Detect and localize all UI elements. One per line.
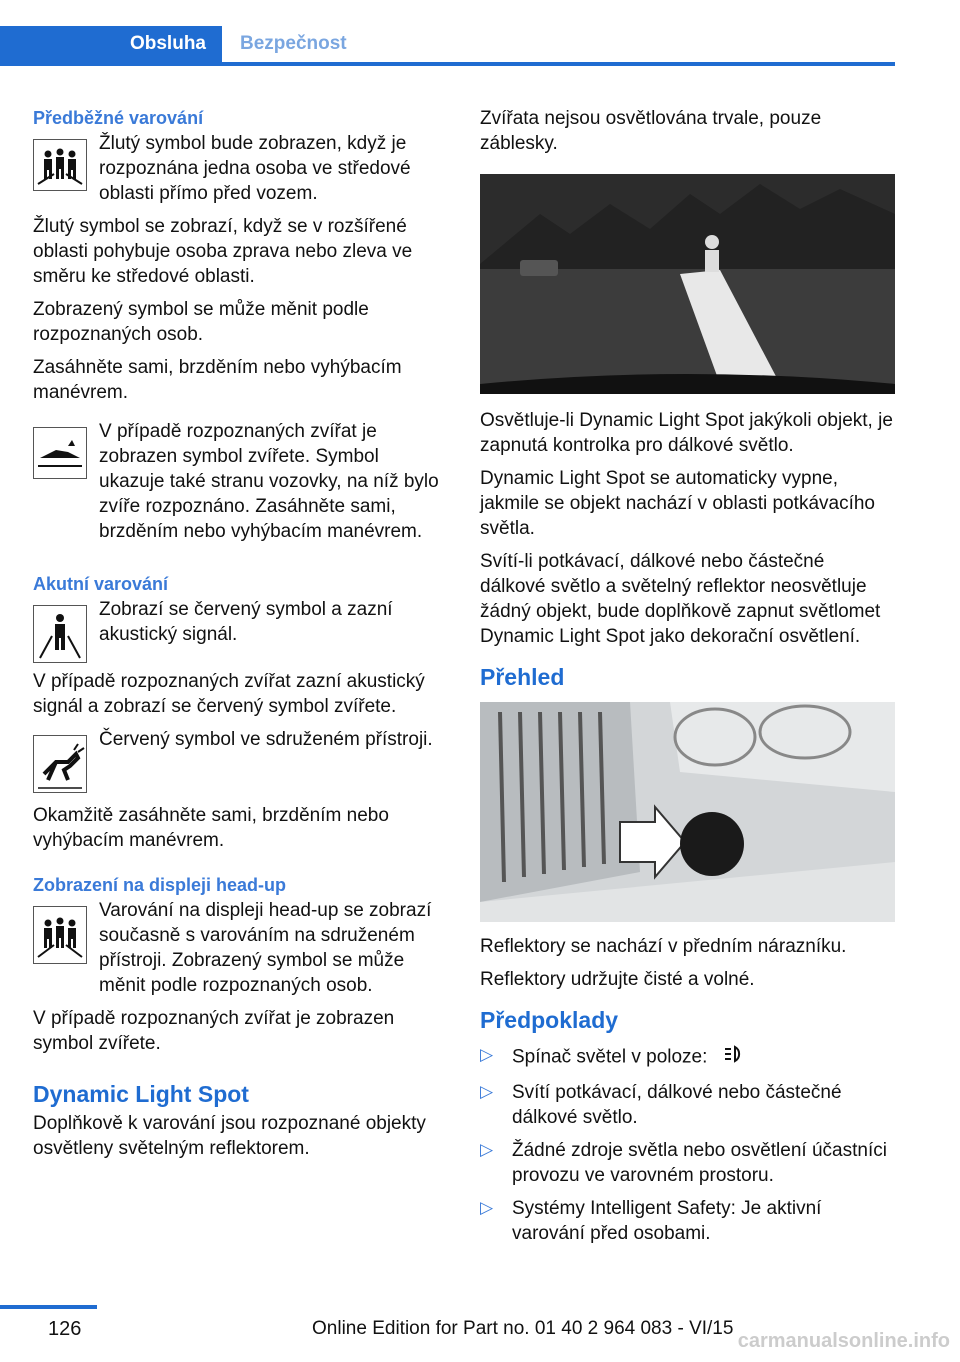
- paragraph: Zvířata nejsou osvětlována trvale, pouze záblesky.: [480, 108, 822, 154]
- pedestrians-hud-icon: [33, 906, 87, 964]
- paragraph: Osvětluje-li Dynamic Light Spot jakýkoli objekt, je zapnutá kontrolka pro dálkové světlo.: [480, 410, 893, 456]
- right-column: [480, 106, 895, 1254]
- page-number: 126: [48, 1318, 82, 1340]
- paragraph: Zasáhněte sami, brzděním nebo vyhýbacím manévrem.: [33, 357, 402, 403]
- acute-row: [33, 597, 448, 657]
- dynamic-light-spot-title: Dynamic Light Spot: [33, 1081, 249, 1107]
- paragraph: Reflektory udržujte čisté a volné.: [480, 969, 755, 990]
- bumper-spotlight-image: [480, 702, 895, 922]
- bullet-triangle-icon: ▷: [480, 1198, 494, 1217]
- list-item: ▷ Žádné zdroje světla nebo osvětlení účastníci provozu ve varovném prostoru.: [480, 1138, 895, 1188]
- hud-icon-text: Varování na displeji head-up se zobrazí současně s varováním na sdruženém přístroji. Zobrazený symbol se může měnit podle rozpoznaných osob.: [99, 900, 432, 996]
- paragraph: Okamžitě zasáhněte sami, brzděním nebo vyhýbacím manévrem.: [33, 805, 389, 851]
- red-symbol-text: Červený symbol ve sdruženém přístroji.: [99, 729, 433, 750]
- footer-line: [0, 1305, 97, 1309]
- paragraph: V případě rozpoznaných zvířat je zobrazen symbol zvířete.: [33, 1008, 395, 1054]
- acute-icon-text: Zobrazí se červený symbol a zazní akustický signál.: [99, 599, 393, 645]
- pedestrian-acute-icon: [33, 605, 87, 663]
- paragraph: Reflektory se nachází v předním nárazníku.: [480, 936, 847, 957]
- pre-warning-title: Předběžné varování: [33, 108, 204, 128]
- pre-warning-icon-text: Žlutý symbol bude zobrazen, když je rozpoznána jedna osoba ve středové oblasti přímo před vozem.: [99, 133, 411, 204]
- bullet-triangle-icon: ▷: [480, 1140, 494, 1159]
- hud-row: [33, 898, 448, 998]
- list-item: ▷ Systémy Intelligent Safety: Je aktivní varování před osobami.: [480, 1196, 895, 1246]
- red-symbol-row: [33, 727, 448, 787]
- paragraph: Svítí-li potkávací, dálkové nebo částečné dálkové světlo a světelný reflektor neosvětluje žádný objekt, bude doplňkově zapnut světlomet Dynamic Light Spot jako dekorační osvětlení.: [480, 551, 881, 647]
- tab-obsluha[interactable]: Obsluha: [0, 26, 222, 62]
- paragraph: V případě rozpoznaných zvířat zazní akustický signál a zobrazí se červený symbol zvířete.: [33, 671, 425, 717]
- paragraph: Žlutý symbol se zobrazí, když se v rozšířené oblasti pohybuje osoba zprava nebo zleva ve směru ke středové oblasti.: [33, 216, 413, 287]
- pre-warning-row: [33, 131, 448, 206]
- animal-side-icon: [33, 427, 87, 479]
- animal-icon-text: V případě rozpoznaných zvířat je zobrazen symbol zvířete. Symbol ukazuje také stranu vozovky, na níž bylo zvíře rozpoznáno. Zasáhněte sami, brzděním nebo vyhýbacím manévrem.: [99, 421, 439, 542]
- pedestrians-warning-icon: [33, 139, 87, 191]
- edition-text: Online Edition for Part no. 01 40 2 964 083 - VI/15: [312, 1318, 734, 1339]
- list-item: ▷ Svítí potkávací, dálkové nebo částečné dálkové světlo.: [480, 1080, 895, 1130]
- prerequisites-title: Předpoklady: [480, 1007, 619, 1033]
- bullet-triangle-icon: ▷: [480, 1082, 494, 1101]
- left-column: [33, 106, 448, 1169]
- acute-warning-title: Akutní varování: [33, 574, 169, 594]
- hud-title: Zobrazení na displeji head-up: [33, 875, 287, 895]
- deer-icon: [33, 735, 87, 793]
- paragraph: Zobrazený symbol se může měnit podle rozpoznaných osob.: [33, 299, 369, 345]
- watermark: carmanualsonline.info: [737, 1330, 950, 1352]
- overview-title: Přehled: [480, 664, 565, 690]
- list-item: ▷ Spínač světel v poloze:: [480, 1043, 895, 1072]
- paragraph: Dynamic Light Spot se automaticky vypne, jakmile se objekt nachází v oblasti potkávacího světla.: [480, 468, 875, 539]
- night-road-image: [480, 174, 895, 394]
- animal-row: [33, 419, 448, 544]
- tab-bezpecnost[interactable]: Bezpečnost: [240, 33, 347, 54]
- light-switch-icon: [721, 1043, 749, 1072]
- bullet-triangle-icon: ▷: [480, 1045, 494, 1064]
- paragraph: Doplňkově k varování jsou rozpoznané objekty osvětleny světelným reflektorem.: [33, 1113, 426, 1159]
